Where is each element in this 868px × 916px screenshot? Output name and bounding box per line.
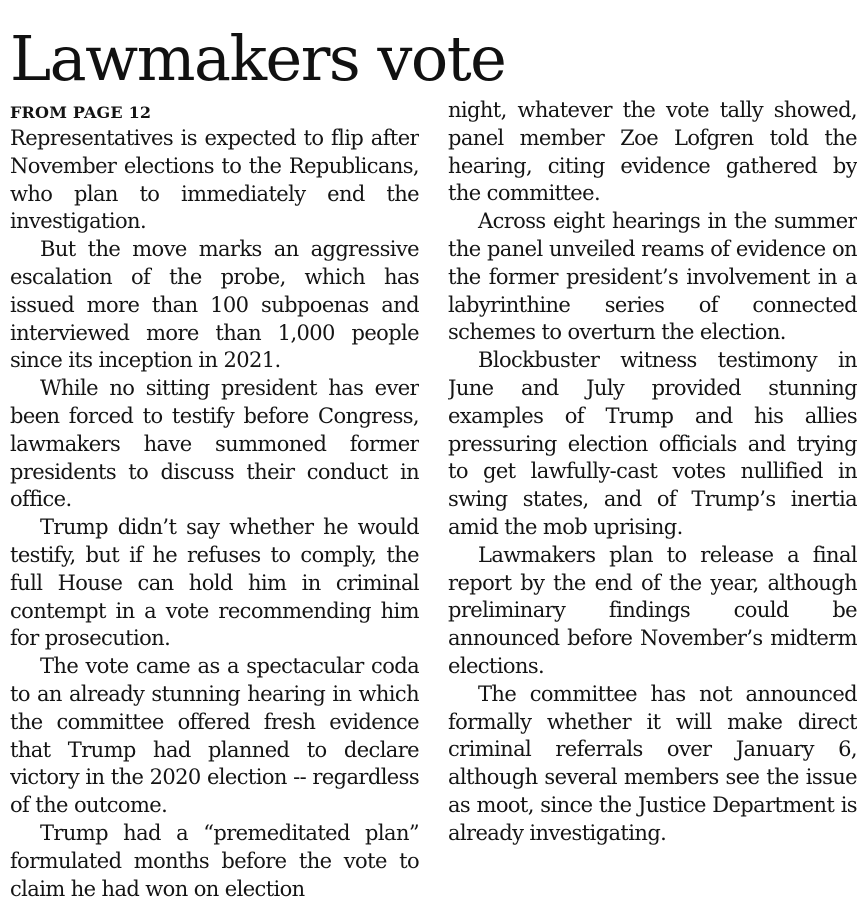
- paragraph: Representatives is expected to flip after November elections to the Republicans, who plan to immediately end the investigation.: [10, 126, 419, 234]
- paragraph: The vote came as a spectacular coda to an already stunning hearing in which the committee offered fresh evidence that Trump had planned to declare victory in the 2020 election -- regardless of the outcome.: [10, 654, 419, 818]
- paragraph: But the move marks an aggressive escalation of the probe, which has issued more than 100 subpoenas and interviewed more than 1,000 people since its inception in 2021.: [10, 237, 419, 373]
- paragraph: Across eight hearings in the summer the panel unveiled reams of evidence on the former president’s involvement in a labyrinthine series of connected schemes to overturn the election.: [448, 209, 857, 345]
- paragraph: night, whatever the vote tally showed, panel member Zoe Lofgren told the hearing, citing evidence gathered by the committee.: [448, 98, 857, 206]
- left-column: [10, 125, 419, 905]
- paragraph: Lawmakers plan to release a final report by the end of the year, although preliminary findings could be announced before November’s midterm elections.: [448, 542, 857, 678]
- paragraph: Trump didn’t say whether he would testify, but if he refuses to comply, the full House can hold him in criminal contempt in a vote recommending him for prosecution.: [10, 515, 419, 651]
- paragraph: Blockbuster witness testimony in June and July provided stunning examples of Trump and his allies pressuring election officials and trying to get lawfully-cast votes nullified in swing states, and of Trump’s inertia amid the mob uprising.: [448, 348, 857, 539]
- jump-line: FROM PAGE 12: [10, 103, 152, 122]
- headline: Lawmakers vote: [10, 22, 506, 95]
- paragraph: Trump had a “premeditated plan” formulated months before the vote to claim he had won on election: [10, 820, 419, 901]
- right-column: [448, 97, 857, 905]
- paragraph: While no sitting president has ever been forced to testify before Congress, lawmakers have summoned former presidents to discuss their conduct in office.: [10, 376, 419, 512]
- paragraph: The committee has not announced formally whether it will make direct criminal referrals over January 6, although several members see the issue as moot, since the Justice Department is already investigating.: [448, 681, 857, 845]
